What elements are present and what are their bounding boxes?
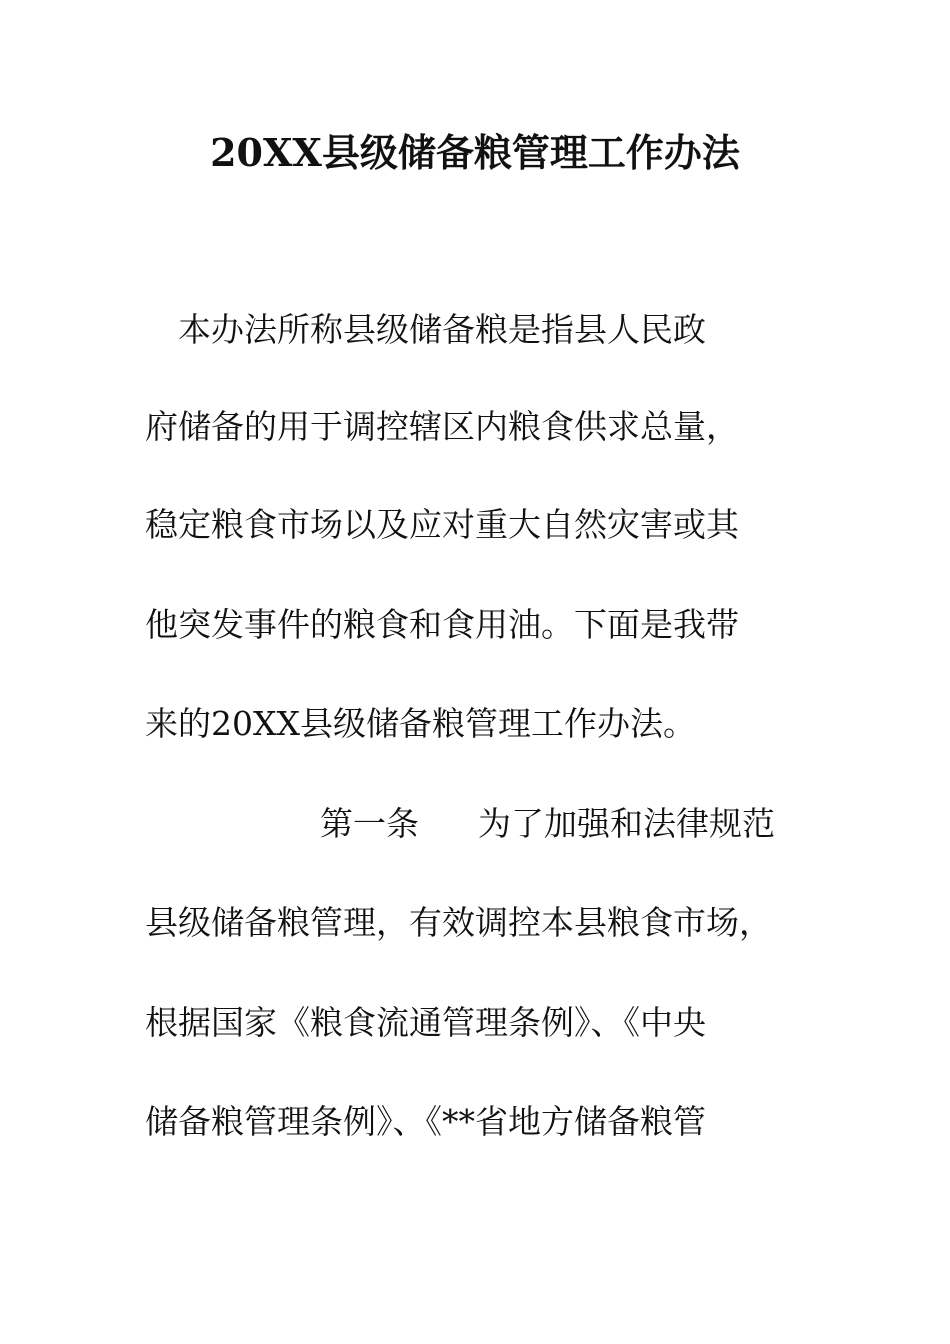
article-1-line-2: 县级储备粮管理，有效调控本县粮食市场， bbox=[145, 903, 772, 942]
article-1-label: 第一条 bbox=[320, 804, 419, 843]
document-title: 20XX县级储备粮管理工作办法 bbox=[210, 130, 740, 175]
article-1-line-4: 储备粮管理条例》、《**省地方储备粮管 bbox=[145, 1102, 706, 1141]
intro-line-5: 来的20XX县级储备粮管理工作办法。 bbox=[145, 704, 696, 743]
intro-line-4: 他突发事件的粮食和食用油。下面是我带 bbox=[145, 605, 739, 644]
intro-line-3: 稳定粮食市场以及应对重大自然灾害或其 bbox=[145, 505, 739, 544]
intro-line-2: 府储备的用于调控辖区内粮食供求总量， bbox=[145, 407, 739, 446]
intro-line-1: 本办法所称县级储备粮是指县人民政 bbox=[145, 310, 706, 349]
article-1-first-line: 为了加强和法律规范 bbox=[478, 804, 775, 843]
article-1-line-3: 根据国家《粮食流通管理条例》、《中央 bbox=[145, 1003, 706, 1042]
